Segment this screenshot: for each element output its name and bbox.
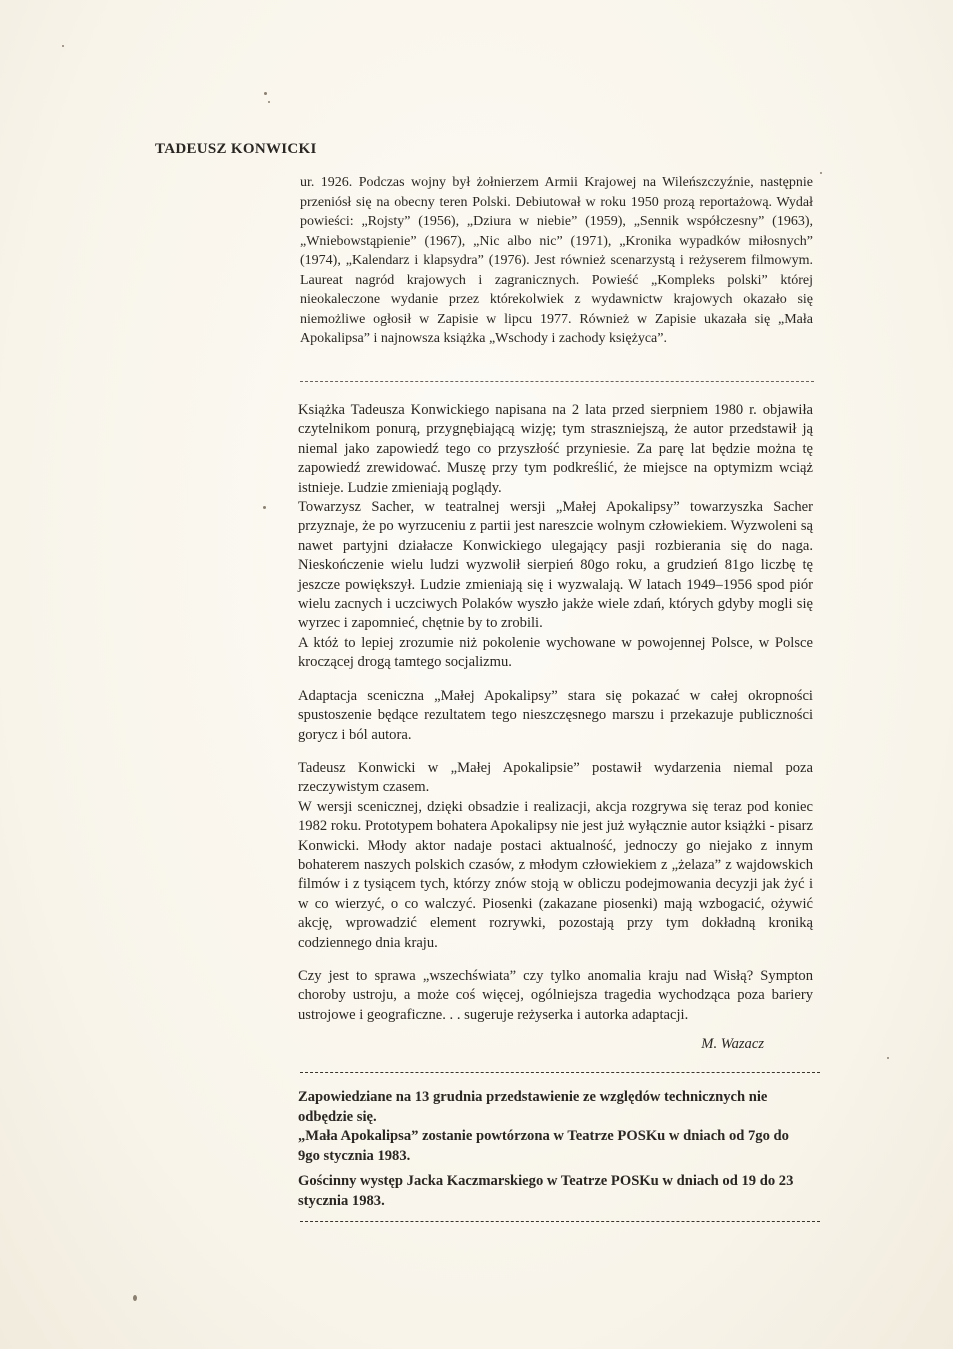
paper-speck (264, 92, 267, 95)
paper-speck (268, 101, 270, 103)
review-paragraph: Towarzysz Sacher, w teatralnej wersji „Małej Apokalipsy” towarzyszka Sacher przyznaje, że po wyrzuceniu z partii jest nareszcie wolnym człowiekiem. Wyzwoleni są nawet partyjni działacze Konwickiego ulegający pasji rozbierania się do naga. Nieskończenie wielu ludzi wyzwolił sierpień 80go roku, a grudzień 81go liczbę tę jeszcze powiększył. Ludzie zmieniają się i wyzwalają. W latach 1949–1956 spod piór wielu zacnych i uczciwych Polaków wyszło jakże wiele zdań, których gdyby mogli się wyrzec i zapomnieć, chętnie by to zrobili. (298, 499, 813, 632)
paper-speck (133, 1295, 137, 1301)
author-biography: ur. 1926. Podczas wojny był żołnierzem Armii Krajowej na Wileńszczyźnie, następnie przeniósł się na obecny teren Polski. Debiutował w roku 1950 prozą reportażową. Wydał powieści: „Rojsty” (1956), „Dziura w niebie” (1959), „Sennik współczesny” (1963), „Wniebowstąpienie” (1967), „Nic albo nic” (1971), „Kronika wypadków miłosnych” (1974), „Kalendarz i klapsydra” (1976). Jest również scenarzystą i reżyserem filmowym. Laureat nagród krajowych i zagranicznych. Powieść „Kompleks polski” której nieokaleczone wydanie przez którekolwiek z wydawnictw krajowych okazało się niemożliwe ogłosił w Zapisie w lipcu 1977. Również w Zapisie ukazała się „Mała Apokalipsa” i najnowsza książka „Wschody i zachody księżyca”. (300, 175, 813, 346)
notice-bottom-divider (300, 1221, 820, 1222)
review-paragraph: Adaptacja sceniczna „Małej Apokalipsy” stara się pokazać w całej okropności spustoszenie będące rezultatem tego nieszczęsnego marszu i przekazuje publiczności gorycz i ból autora. (298, 687, 813, 743)
paper-speck (62, 45, 64, 47)
review-signature: M. Wazacz (701, 1036, 764, 1052)
author-heading: TADEUSZ KONWICKI (155, 141, 317, 157)
review-paragraph: A któż to lepiej zrozumie niż pokolenie wychowane w powojennej Polsce, w Polsce kroczącej drogą tamtego socjalizmu. (298, 634, 813, 671)
performance-notice (298, 1088, 813, 1212)
review-paragraph: Czy jest to sprawa „wszechświata” czy tylko anomalia kraju nad Wisłą? Sympton choroby ustroju, a może coś więcej, ogólniejsza tragedia wychodząca poza bariery ustrojowe i geograficzne. . . sugeruje reżyserka i autorka adaptacji. (298, 967, 813, 1023)
review-paragraph: Książka Tadeusza Konwickiego napisana na 2 lata przed sierpniem 1980 r. objawiła czytelnikom ponurą, przygnębiającą wizję; tym straszniejszą, że autor przedstawił ją niemal jako zapowiedź tego co przyszłość przyniesie. Za parę lat będzie można tę zapowiedź zrewidować. Muszę przy tym podkreślić, że miejsce na optymizm wciąż istnieje. Ludzie zmieniają poglądy. (298, 402, 813, 496)
notice-top-divider (300, 1072, 820, 1073)
paper-speck (820, 172, 822, 174)
review-paragraph: Tadeusz Konwicki w „Małej Apokalipsie” postawił wydarzenia niemal poza rzeczywistym czasem. (298, 759, 813, 796)
paper-speck (887, 1057, 889, 1059)
notice-line: Gościnny występ Jacka Kaczmarskiego w Teatrze POSKu w dniach od 19 do 23 stycznia 1983. (298, 1173, 794, 1209)
review-paragraph: W wersji scenicznej, dzięki obsadzie i realizacji, akcja rozgrywa się teraz pod koniec 1982 roku. Prototypem bohatera Apokalipsy nie jest już wyłącznie autor książki - pisarz Konwicki. Młody aktor nadaje postaci aktualność, jednoczy go niejako z innym bohaterem naszych polskich czasów, z młodym człowiekiem z „żelaza” z wajdowskich filmów i z tysiącem tych, którzy znów stoją w obliczu podejmowania decyzji jak żyć i w co wierzyć, o co walczyć. Piosenki (zakazane piosenki) mają wzbogacić, ożywić akcję, wprowadzić element rozrywki, pozostają przy tym dokładną kroniką codziennego dnia kraju. (298, 798, 813, 951)
review-article (298, 401, 813, 1039)
notice-line: „Mała Apokalipsa” zostanie powtórzona w Teatrze POSKu w dniach od 7go do 9go stycznia 1983. (298, 1128, 789, 1164)
section-divider (300, 381, 814, 382)
paper-speck (263, 506, 266, 509)
notice-line: Zapowiedziane na 13 grudnia przedstawienie ze względów technicznych nie odbędzie się. (298, 1089, 768, 1125)
